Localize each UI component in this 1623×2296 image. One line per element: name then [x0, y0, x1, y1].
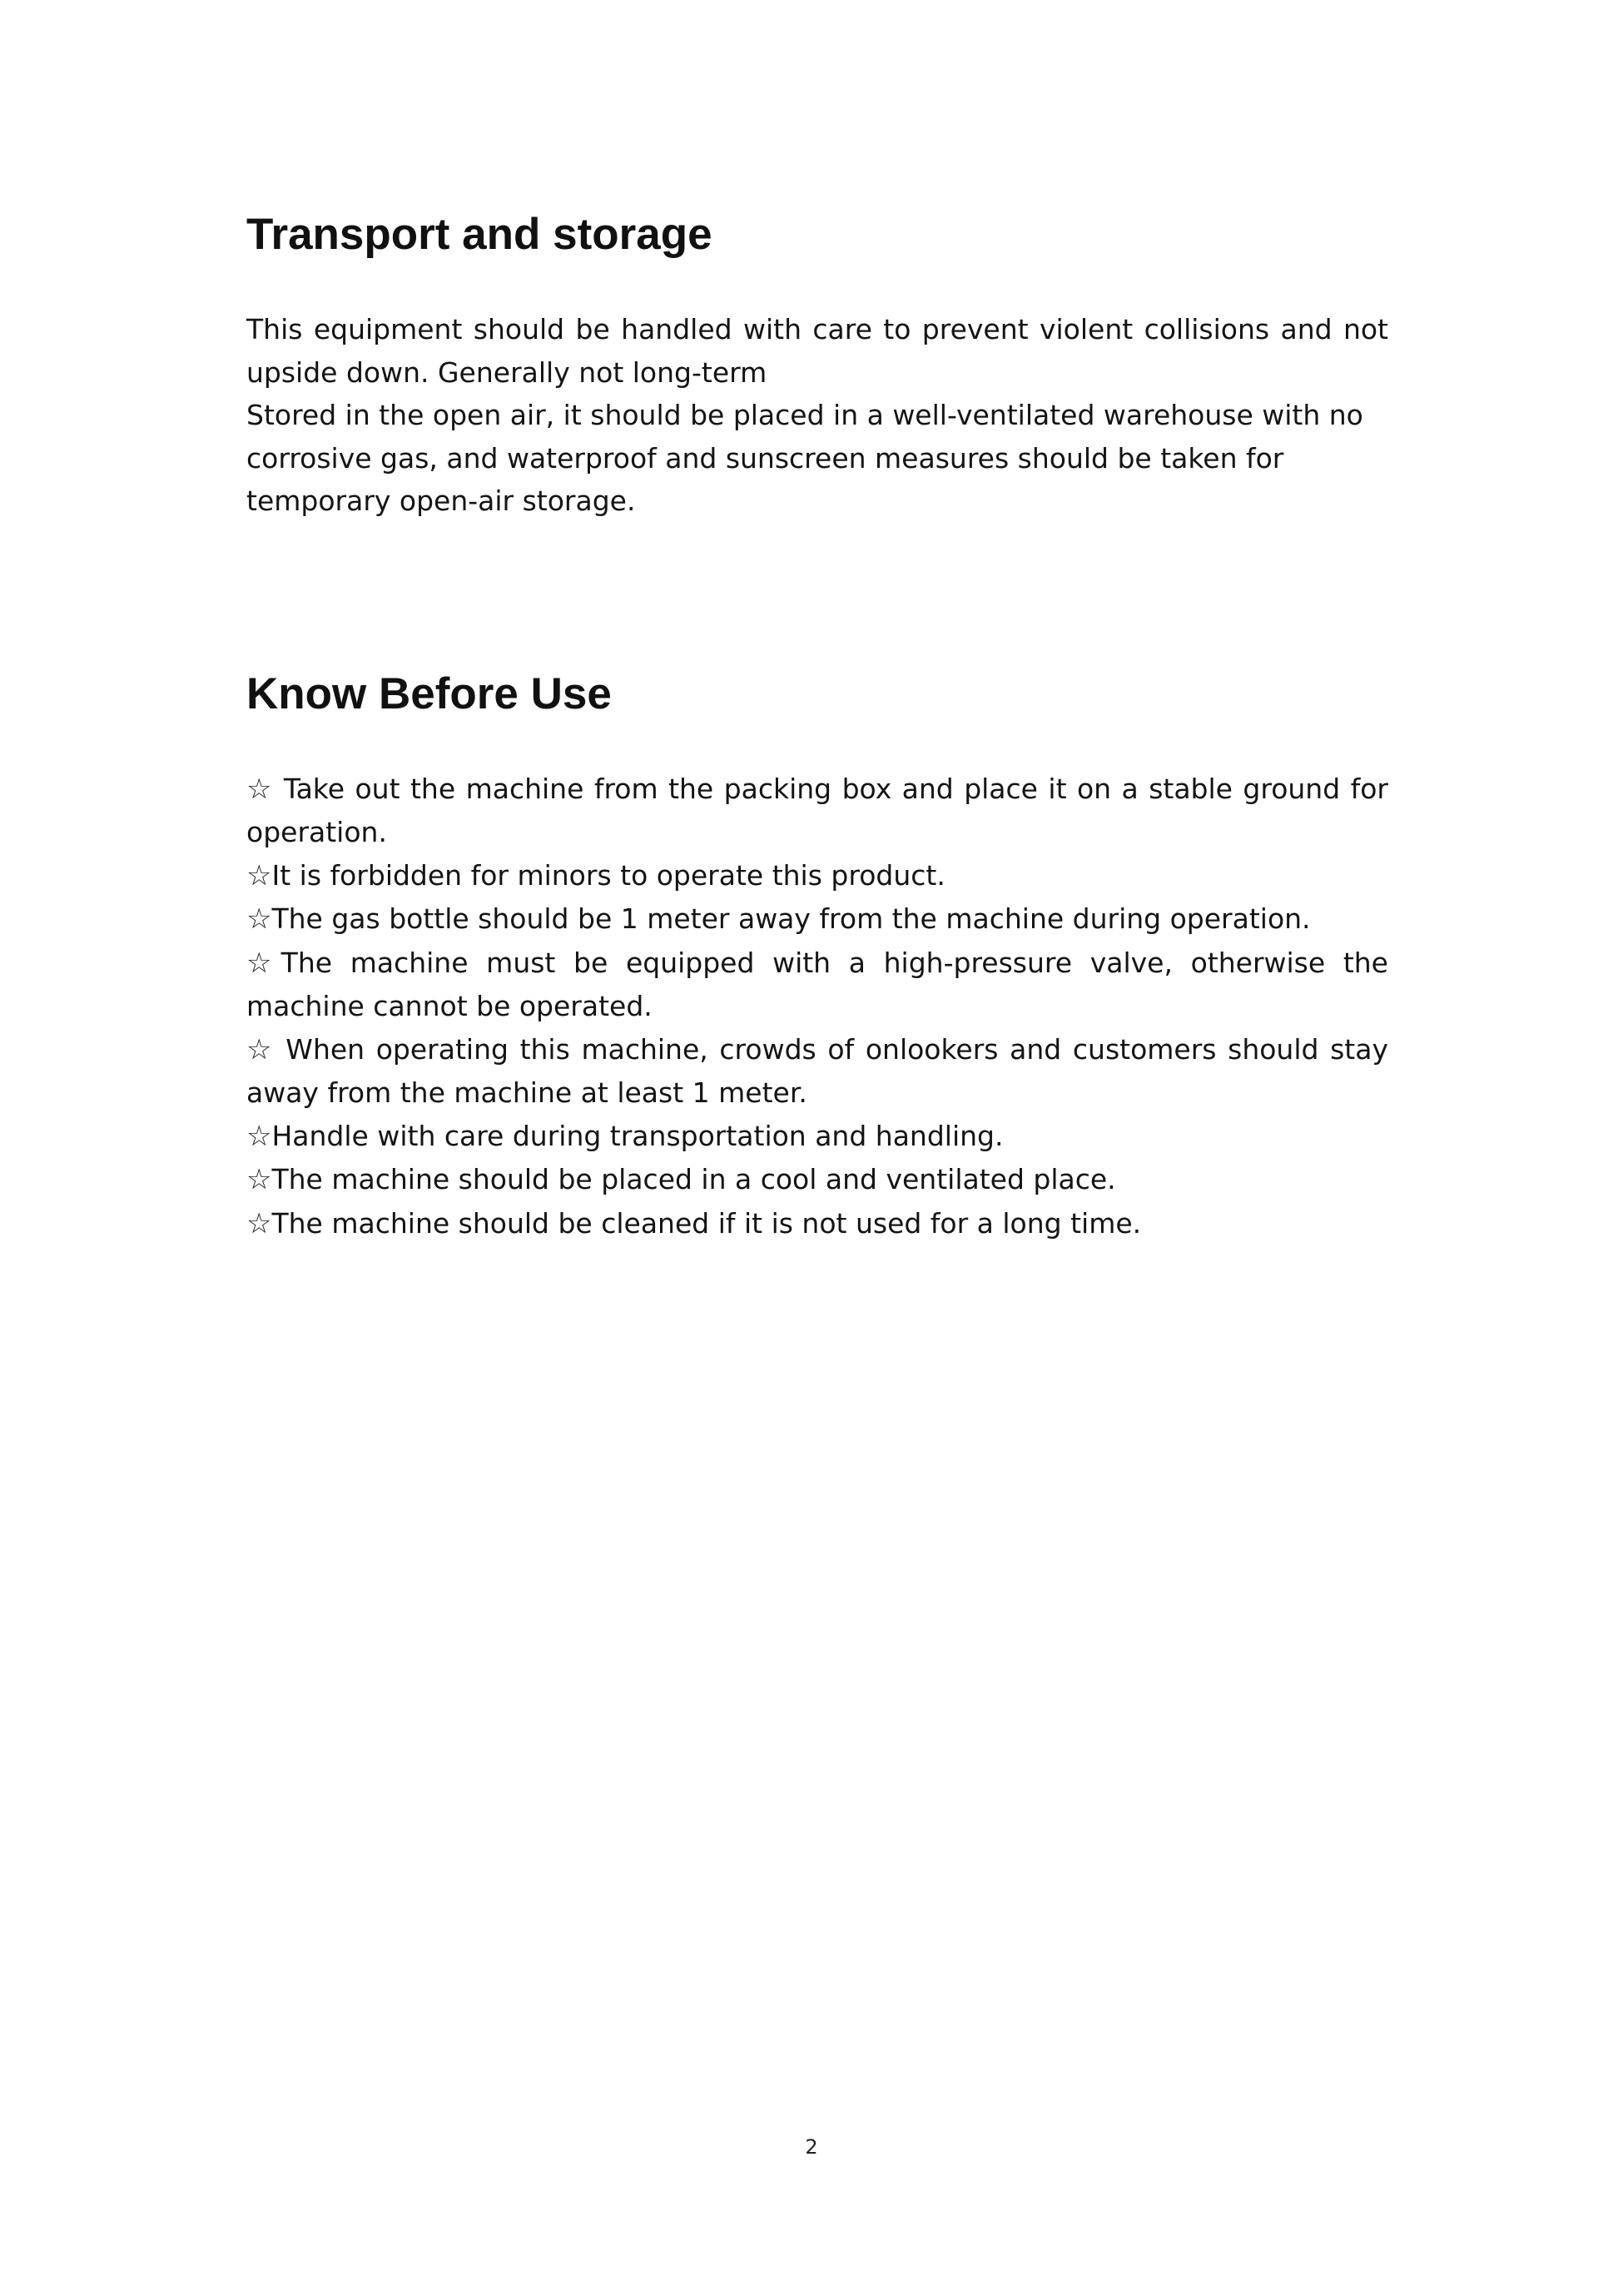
- transport-storage-body: [246, 308, 1388, 523]
- list-item: [246, 1028, 1388, 1115]
- know-before-use-section: [246, 668, 1388, 1246]
- star-icon: ☆: [246, 1163, 272, 1196]
- list-item-text: When operating this machine, crowds of onlookers and customers should stay away from the machine at least 1 meter.: [246, 1032, 1388, 1109]
- list-item: [246, 768, 1388, 854]
- know-before-use-heading: Know Before Use: [246, 668, 612, 718]
- list-item-text: Take out the machine from the packing box and place it on a stable ground for operation.: [246, 772, 1388, 848]
- know-before-use-list: [246, 768, 1388, 1246]
- transport-storage-section: [246, 208, 1388, 523]
- page-number: 2: [805, 2135, 818, 2159]
- transport-paragraph-2: Stored in the open air, it should be placed in a well-ventilated warehouse with no corrosive gas, and waterproof and sunscreen measures should be taken for temporary open-air storage.: [246, 399, 1363, 517]
- list-item-text: The machine should be cleaned if it is not used for a long time.: [271, 1206, 1142, 1240]
- list-item-text: It is forbidden for minors to operate this product.: [271, 858, 946, 892]
- list-item-text: The machine should be placed in a cool and ventilated place.: [271, 1163, 1116, 1195]
- star-icon: ☆: [246, 1206, 272, 1240]
- star-icon: ☆: [246, 772, 274, 806]
- transport-storage-heading: Transport and storage: [246, 210, 712, 259]
- list-item-text: Handle with care during transportation and handling.: [271, 1119, 1004, 1152]
- list-item: [246, 897, 1388, 942]
- page-content: [246, 208, 1388, 1245]
- star-icon: ☆: [246, 858, 272, 892]
- transport-paragraph-1: This equipment should be handled with care to prevent violent collisions and not upside down. Generally not long-term: [246, 313, 1388, 389]
- star-icon: ☆: [246, 946, 281, 980]
- star-icon: ☆: [246, 902, 272, 936]
- list-item: [246, 1158, 1388, 1202]
- star-icon: ☆: [246, 1032, 275, 1066]
- list-item: [246, 942, 1388, 1028]
- list-item-text: The gas bottle should be 1 meter away from the machine during operation.: [271, 902, 1311, 935]
- list-item: [246, 854, 1388, 898]
- list-item: [246, 1202, 1388, 1246]
- list-item: [246, 1115, 1388, 1159]
- star-icon: ☆: [246, 1119, 272, 1153]
- list-item-text: The machine must be equipped with a high-pressure valve, otherwise the machine cannot be operated.: [246, 946, 1388, 1022]
